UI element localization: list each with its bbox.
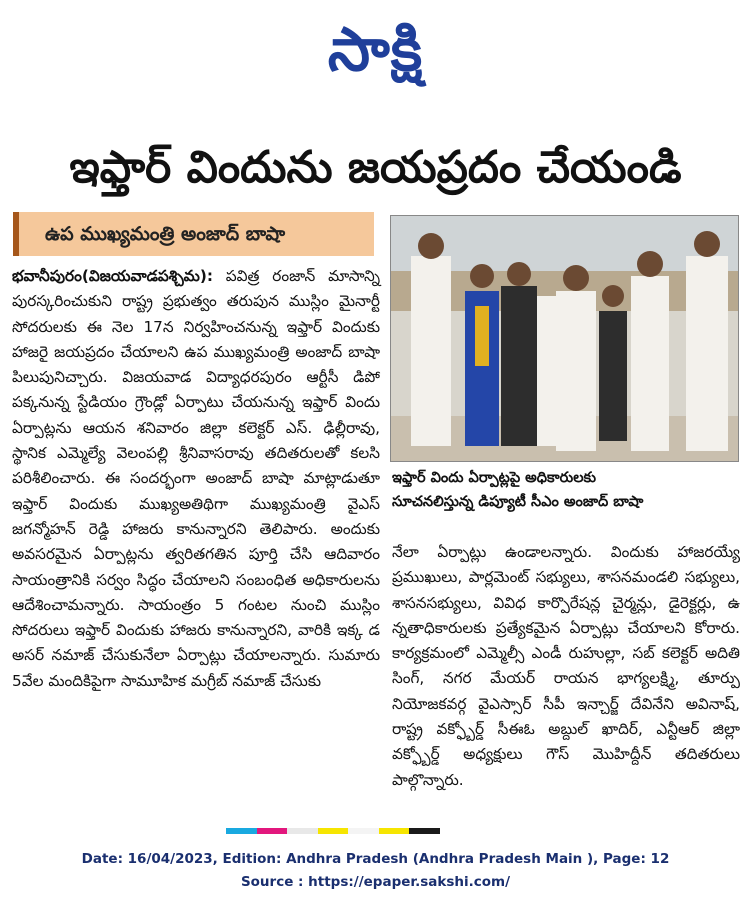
footer-source-link[interactable]: Source : https://epaper.sakshi.com/ — [240, 874, 511, 890]
article-right-column — [392, 540, 740, 793]
article-right-body: నేలా ఏర్పాట్లు ఉండాలన్నారు. విందుకు హాజరయ్యే ప్రముఖులు, పార్లమెంట్ సభ్యులు, శాసనమండలి సభ్యులు, శాసనసభ్యులు, వివిధ కార్పొరేషన్ల చైర్మన్లు, డైరెక్టర్లు, ఉ న్నతాధికారులకు ప్రత్యేకమైన ఏర్పాట్లు చేయాలని కోరారు. కార్యక్రమంలో ఎమ్మెల్సీ ఎండీ రుహుల్లా, సబ్ కలెక్టర్ అదితి సింగ్, నగర మేయర్ రాయన భాగ్యలక్ష్మి, తూర్పు నియోజకవర్గ వైఎస్సార్ సీపీ ఇన్చార్జ్ దేవినేని అవినాష్, రాష్ట్ర వక్ఫ్బోర్డ్ సీఈఓ అబ్దుల్ ఖాదిర్, ఎన్టీఆర్ జిల్లా వక్ఫ్బోర్డ్ అధ్యక్షులు గౌస్ మొహిద్దీన్ తదితరులు పాల్గొన్నారు. — [392, 543, 740, 789]
photo-caption — [392, 466, 739, 514]
article-left-body: పవిత్ర రంజాన్ మాసాన్ని పురస్కరించుకుని రాష్ట్ర ప్రభుత్వం తరుపున ముస్లిం మైనార్టీ సోదరులకు ఈ నెల 17న నిర్వహించనున్న ఇఫ్తార్ విందుకు హాజరై జయప్రదం చేయాలని ఉప ముఖ్యమంత్రి అంజాద్ బాషా పిలుపునిచ్చారు. విజయవాడ విద్యాధరపురం ఆర్టీసీ డిపో పక్కనున్న స్టేడియం గ్రౌండ్లో ఏర్పాటు చేయనున్న ఇఫ్తార్ విందు ఏర్పాట్లను ఆయన శనివారం జిల్లా కలెక్టర్ ఎస్. ఢిల్లీరావు, స్థానిక ఎమ్మెల్యే వెలంపల్లి శ్రీనివాసరావు తదితరులతో కలసి పరిశీలించారు. ఈ సందర్భంగా అంజాద్ బాషా మాట్లాడుతూ ఇఫ్తార్ విందుకు ముఖ్యఅతిథిగా ముఖ్యమంత్రి వైఎస్ జగన్మోహన్ రెడ్డి హాజరు కానున్నారని తెలిపారు. అందుకు అవసరమైన ఏర్పాట్లను త్వరితగతిన పూర్తి చేసి ఆదివారం సాయంత్రానికి సర్వం సిద్ధం చేయాలని సంబంధిత అధికారులను ఆదేశించామన్నారు. సాయంత్రం 5 గంటల నుంచి ముస్లిం సోదరులు ఇఫ్తార్ విందుకు హాజరు కానున్నారని, వారికి ఇక్క డ అసర్ నమాజ్ చేసుకునేలా ఏర్పాట్లు చేయాలన్నారు. సుమారు 5వేల మందికిపైగా సామూహిక మగ్రీబ్ నమాజ్ చేసుకు — [12, 267, 380, 690]
print-color-bar — [226, 828, 440, 834]
sakshi-logo: సాక్షి — [327, 15, 424, 85]
photo-caption-line-1: ఇఫ్తార్ విందు ఏర్పాట్లపై అధికారులకు — [392, 470, 597, 486]
article-headline: ఇఫ్తార్ విందును జయప్రదం చేయండి — [69, 142, 682, 193]
article-left-column — [12, 264, 380, 694]
footer-edition-info: Date: 16/04/2023, Edition: Andhra Pradesh (Andhra Pradesh Main ), Page: 12 — [81, 851, 670, 867]
news-photo — [390, 215, 739, 462]
article-subheadline: ఉప ముఖ్యమంత్రి అంజాద్ బాషా — [45, 223, 286, 245]
photo-caption-line-2: సూచనలిస్తున్న డిప్యూటీ సీఎం అంజాద్ బాషా — [392, 494, 644, 510]
article-dateline: భవానీపురం(విజయవాడపశ్చిమ): — [12, 267, 213, 285]
